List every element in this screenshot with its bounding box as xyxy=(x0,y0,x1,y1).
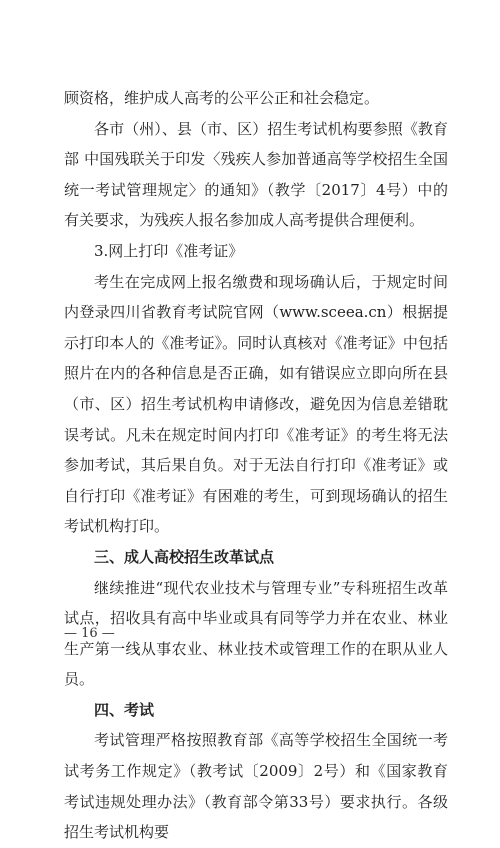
paragraph-5: 考试管理严格按照教育部《高等学校招生全国统一考试考务工作规定》（教考试〔2009〕2号）和《国家教育考试违规处理办法》（教育部令第33号）要求执行。各级招生考试机构要 xyxy=(64,731,448,842)
heading-section-4: 四、考试 xyxy=(94,700,155,719)
heading-section-3: 三、成人高校招生改革试点 xyxy=(94,547,275,566)
body-text xyxy=(64,83,448,848)
paragraph-1: 顾资格，维护成人高考的公平公正和社会稳定。 xyxy=(64,89,380,107)
page-number: — 16 — xyxy=(64,626,115,641)
subheading-print-admission-ticket: 3.网上打印《准考证》 xyxy=(94,241,244,260)
paragraph-3: 考生在完成网上报名缴费和现场确认后，于规定时间内登录四川省教育考试院官网（www.sceea.cn）根据提示打印本人的《准考证》。同时认真核对《准考证》中包括照片在内的各种信息是否正确，如有错误应立即向所在县（市、区）招生考试机构申请修改，避免因为信息差错耽误考试。凡未在规定时间内打印《准考证》的考生将无法参加考试，其后果自负。对于无法自行打印《准考证》或自行打印《准考证》有困难的考生，可到现场确认的招生考试机构打印。 xyxy=(64,272,448,536)
paragraph-2: 各市（州）、县（市、区）招生考试机构要参照《教育部 中国残联关于印发〈残疾人参加普通高等学校招生全国统一考试管理规定〉的通知》（教学〔2017〕4号）中的有关要求，为残疾人报名参加成人高考提供合理便利。 xyxy=(64,119,448,230)
paragraph-4: 继续推进“现代农业技术与管理专业”专科班招生改革试点，招收具有高中毕业或具有同等学力并在农业、林业生产第一线从事农业、林业技术或管理工作的在职从业人员。 xyxy=(64,578,448,689)
